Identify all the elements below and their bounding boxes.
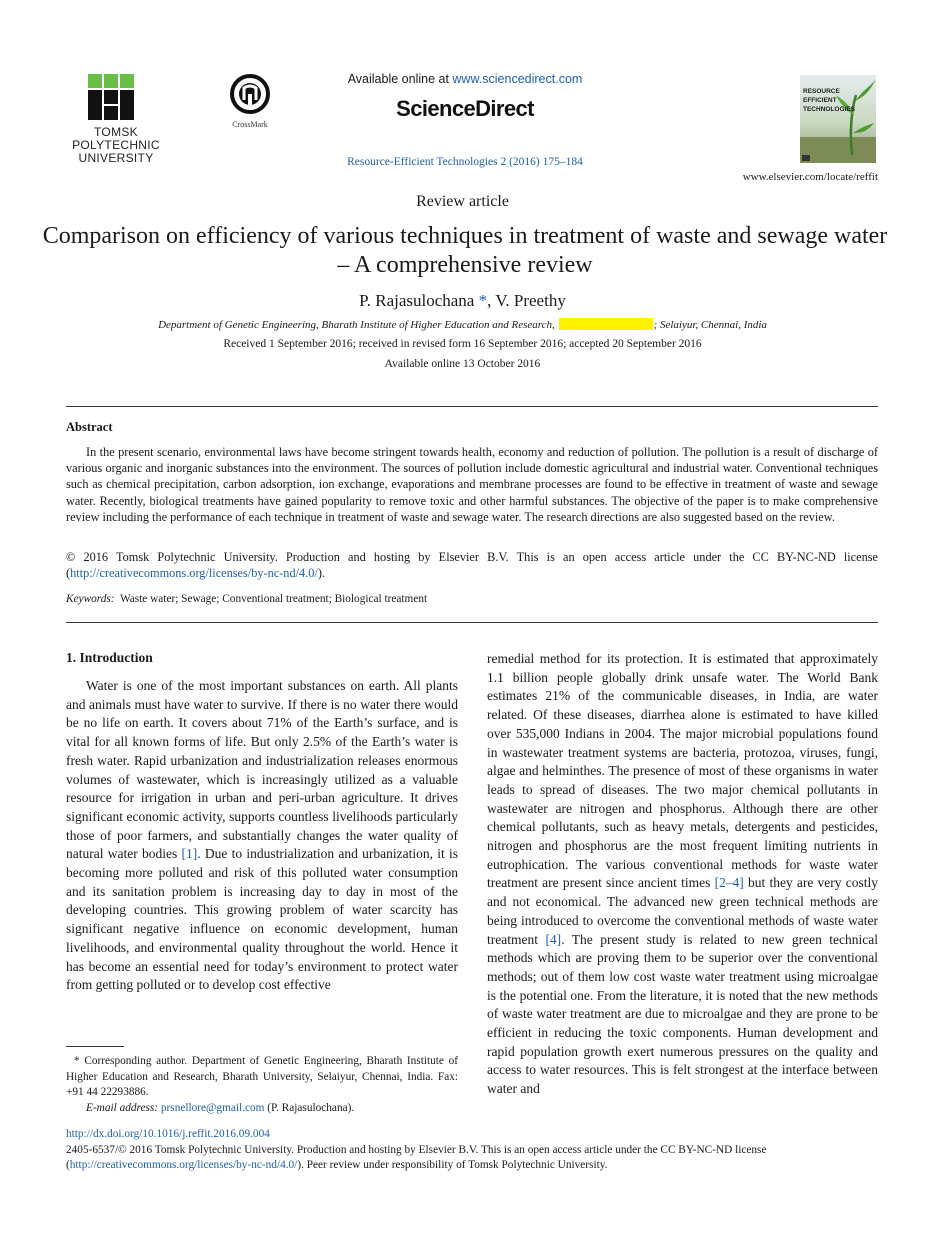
abstract-copyright: © 2016 Tomsk Polytechnic University. Production and hosting by Elsevier B.V. This is an open access article under the CC BY-NC-ND license (http://creativecommons.org/licenses/by-nc-nd/4.0/). — [66, 550, 878, 581]
author-2: V. Preethy — [495, 291, 566, 310]
footnote-mark: * — [74, 1055, 80, 1067]
cover-title: RESOURCE EFFICIENT TECHNOLOGIES — [803, 88, 856, 113]
divider — [66, 406, 878, 407]
article-title: Comparison on efficiency of various techniques in treatment of waste and sewage water – A comprehensive review — [42, 223, 888, 278]
keywords-label: Keywords: — [66, 593, 115, 605]
available-online-line: Available online at www.sciencedirect.com — [347, 72, 583, 86]
crossmark-badge[interactable] — [224, 74, 276, 130]
section-heading-introduction: 1. Introduction — [66, 650, 153, 665]
right-column-text: remedial method for its protection. It is estimated that approximately 1.1 billion people globally drink unsafe water. The World Bank estimates 21% of the communicable diseases, in India, are water related. Of these diseases, diarrhea alone is estimated to have killed over 535,000 Indians in 2004. The major microbial populations found in wastewater treatment systems are bacteria, protozoa, viruses, fungi, algae and helminthes. The presence of most of these organisms in water leads to spread of diseases. The two major chemical pollutants in wastewater are nitrogen and phosphorus. Although there are other chemical pollutants, such as heavy metals, detergents and pesticides, nitrogen and phosphorus are the most frequent limiting nutrients in eutrophication. The various conventional methods for waste water treatment are present since ancient times [2–4] but they are very costly and not economical. The advanced new green technical methods are being introduced to overcome the conventional methods of waste water treatment [4]. The present study is related to new green technical methods which are proving them to be superior over the conventional methods; out of them low cost waste water treatment using microalgae is the potential one. From the literature, it is noted that the new methods of waste water treatment are due to microalgae and they are prone to be efficient in reducing the toxic components. Human development and rapid population growth exert numerous pressures on the quality and access to water resources. This is felt strongest at the interface between water and — [487, 651, 878, 1097]
keywords-list: Waste water; Sewage; Conventional treatment; Biological treatment — [119, 593, 428, 605]
publisher-logo — [66, 74, 166, 174]
crossmark-icon — [230, 74, 270, 114]
left-column-text — [66, 677, 458, 995]
elsevier-url[interactable]: www.elsevier.com/locate/reffit — [742, 171, 878, 183]
footnote: * Corresponding author. Department of Genetic Engineering, Bharath Institute of Higher Education and Research, Bharath University, Selaiyur, Chennai, India. Fax: +91 44 22293886. E-mail address: prsnellore@gmail.com (P. Rajasulochana). — [66, 1055, 458, 1114]
abstract-text: In the present scenario, environmental laws have become stringent towards health, economy and reduction of pollution. The pollution is a result of discharge of various organic and inorganic substances into the environment. The sources of pollution include domestic agricultural and industrial water. Conventional techniques such as chemical precipitation, carbon adsorption, ion exchange, evaporations and membrane processes are found to be effective in treatment of waste and sewage water. Recently, biological treatments have gained popularity to remove toxic and other harmful substances. The objective of the paper is to make comprehensive review including the performance of each technique in treatment of waste and sewage water. The research directions are also suggested based on the review. — [66, 445, 878, 524]
issn-license-line: 2405-6537/© 2016 Tomsk Polytechnic University. Production and hosting by Elsevier B.V. This is an open access article under the CC BY-NC-ND license (http://creativecommons.org/licenses/by-nc-nd/4.0/). Peer review under responsibility of Tomsk Polytechnic University. — [66, 1144, 767, 1171]
doi-link[interactable]: http://dx.doi.org/10.1016/j.reffit.2016.09.004 — [66, 1128, 270, 1140]
keywords — [66, 593, 878, 605]
divider — [66, 622, 878, 623]
author-1: P. Rajasulochana — [359, 291, 475, 310]
citation-link[interactable]: [2–4] — [714, 875, 744, 891]
sciencedirect-link[interactable]: www.sciencedirect.com — [452, 72, 583, 86]
sciencedirect-brand: ScienceDirect — [396, 96, 534, 121]
journal-reference[interactable]: Resource-Efficient Technologies 2 (2016) 175–184 — [347, 156, 583, 168]
available-online-date: Available online 13 October 2016 — [384, 358, 541, 370]
journal-cover-thumbnail — [800, 75, 876, 163]
redaction-highlight — [559, 318, 653, 330]
email-label: E-mail address: — [86, 1101, 159, 1114]
citation-link[interactable]: [1] — [181, 846, 198, 862]
intro-paragraph: Water is one of the most important substances on earth. All plants and animals must have water to survive. If there is no water there would be no life on earth. It covers about 71% of the Earth’s surface, and is vital for all known forms of life. But only 2.5% of the Earth’s water is fresh water. Rapid urbanization and industrialization releases enormous volumes of wastewater, which is increasingly utilized as a valuable resource for irrigation in urban and peri-urban agriculture. It drives significant economic activity, supports countless livelihoods particularly those of poor farmers, and substantially changes the water quality of natural water bodies [1]. Due to industrialization and urbanization, it is becoming more polluted and risk of this polluted water consumption and its sanitation problem is increasing day to day in most of the developing countries. This growing problem of water scarcity has significant negative influence on economic development, human livelihoods, and environmental quality throughout the world. Hence it has become an essential need for today’s environment to protect water from getting polluted or to develop cost effective — [66, 678, 458, 993]
footnote-divider — [66, 1046, 124, 1047]
license-link[interactable]: http://creativecommons.org/licenses/by-nc-nd/4.0/ — [69, 1159, 298, 1171]
license-link[interactable]: http://creativecommons.org/licenses/by-nc-nd/4.0/ — [70, 566, 318, 581]
email-link[interactable]: prsnellore@gmail.com — [160, 1101, 265, 1114]
publisher-logo-text: TOMSK POLYTECHNIC UNIVERSITY — [72, 125, 160, 165]
citation-link[interactable]: [4] — [545, 931, 562, 947]
author-list: P. Rajasulochana *, V. Preethy — [359, 291, 566, 310]
article-type: Review article — [416, 193, 509, 210]
received-dates: Received 1 September 2016; received in revised form 16 September 2016; accepted 20 September 2016 — [223, 338, 702, 350]
tpu-grid-icon — [88, 74, 134, 120]
corresponding-author-mark[interactable]: * — [478, 291, 488, 310]
crossmark-label: CrossMark — [232, 120, 268, 129]
abstract-heading: Abstract — [66, 420, 113, 434]
affiliation: Department of Genetic Engineering, Bharath Institute of Higher Education and Research, ; Selaiyur, Chennai, India — [158, 319, 767, 331]
